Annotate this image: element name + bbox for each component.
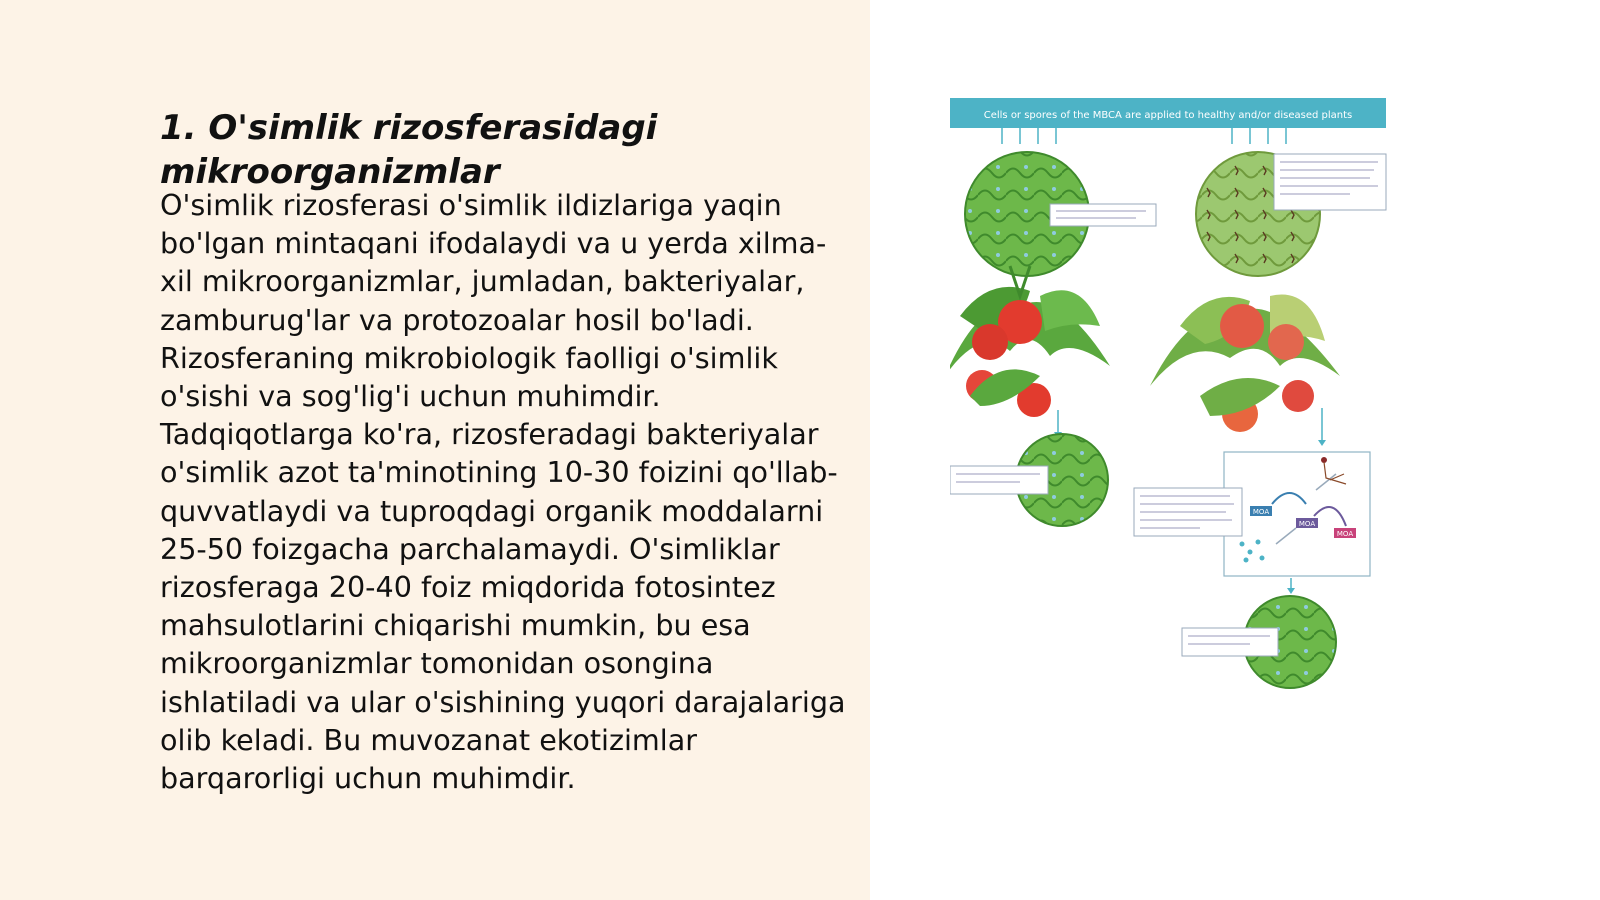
svg-text:MOA: MOA [1298,520,1316,528]
colonization-callout-box [950,466,1048,494]
svg-text:MOA: MOA [1336,530,1354,538]
mbca-reduced-callout-box [1182,628,1278,656]
moa-badge-2 [1296,518,1318,528]
slide-body-text: O'simlik rizosferasi o'simlik ildizlariga yaqin bo'lgan mintaqani ifodalaydi va u yerda xilma-xil mikroorganizmlar, jumladan, bakteriyalar, zamburug'lar va protozoalar hosil bo'ladi. Rizosferaning mikrobiologik faolligi o'simlik o'sishi va sog'lig'i uchun muhimdir. Tadqiqotlarga ko'ra, rizosferadagi bakteriyalar o'simlik azot ta'minotining 10-30 foizini qo'llab-quvvatlaydi va tuproqdagi organik moddalarni 25-50 foizgacha parchalamaydi. O'simliklar rizosferaga 20-40 foiz miqdorida fotosintez mahsulotlarini chiqarishi mumkin, bu esa mikroorganizmlar tomonidan osongina ishlatiladi va ular o'sishining yuqori darajalariga olib keladi. Bu muvozanat ekotizimlar barqarorligi uchun muhimdir. [160,188,846,796]
mode-of-action-box [1224,452,1370,576]
slide-title: 1. O'simlik rizosferasidagi mikroorganizmlar [160,108,658,192]
diagram-header-text: Cells or spores of the MBCA are applied to healthy and/or diseased plants [983,110,1353,121]
moa-badge-1 [1250,506,1272,516]
diseased-tomato-plant [1150,294,1340,432]
svg-text:MOA: MOA [1252,508,1270,516]
header-down-arrows [1002,128,1286,144]
moa-badge-3 [1334,528,1356,538]
healthy-tomato-plant [950,266,1110,417]
mbca-diagram-figure [950,96,1410,716]
diagram-header-bar [950,98,1386,128]
healthy-leaf-callout-box [1050,204,1156,226]
